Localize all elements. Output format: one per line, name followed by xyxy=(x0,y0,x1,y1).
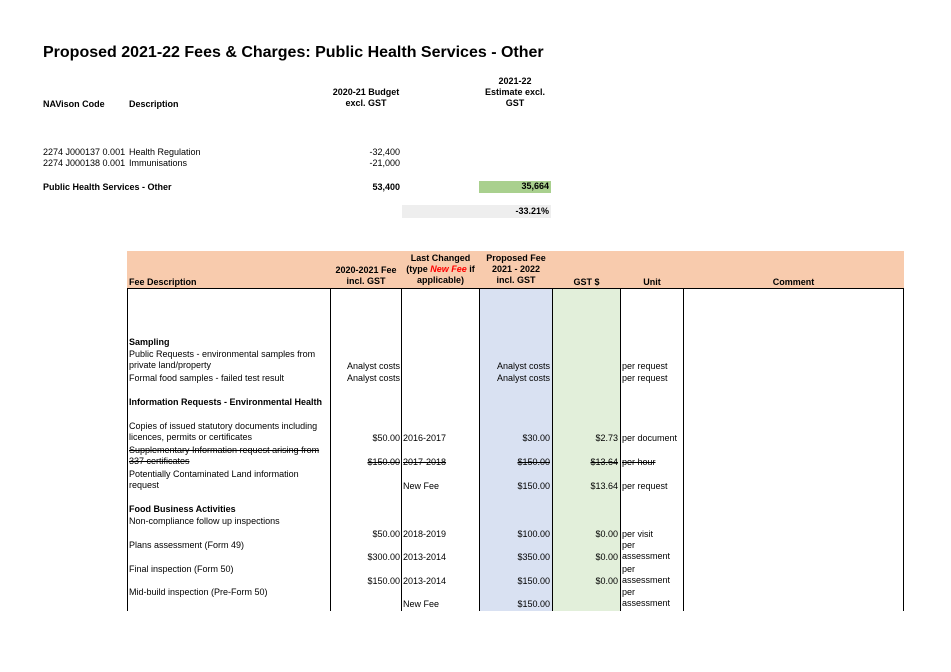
header-divider xyxy=(127,288,904,289)
total-estimate: 35,664 xyxy=(479,181,551,193)
header-budget: 2020-21 Budget excl. GST xyxy=(332,87,400,108)
row-description: Supplementary Information request arising from 337 certificates xyxy=(129,445,320,466)
new-fee-emphasis: New Fee xyxy=(430,264,467,274)
row-description: Formal food samples - failed test result xyxy=(129,373,285,383)
row-fee: $50.00 xyxy=(372,529,400,539)
section-food-business: Food Business Activities xyxy=(129,504,236,514)
column-divider xyxy=(127,289,128,611)
th-comment: Comment xyxy=(772,277,815,287)
row-proposed-fee: $30.00 xyxy=(522,433,550,443)
row-fee: Analyst costs xyxy=(346,373,400,383)
row-proposed-fee: $100.00 xyxy=(517,529,550,539)
summary-row-description: Health Regulation xyxy=(129,147,201,157)
summary-row-budget: -21,000 xyxy=(369,158,400,168)
row-unit: per assessment xyxy=(622,587,671,608)
row-unit: per request xyxy=(622,481,668,491)
row-gst: $13.64 xyxy=(590,481,618,491)
row-gst: $13.64 xyxy=(590,457,618,467)
row-description: Copies of issued statutory documents including licences, permits or certificates xyxy=(129,421,318,442)
th-fee-2020: 2020-2021 Fee incl. GST xyxy=(335,265,397,286)
row-description: Plans assessment (Form 49) xyxy=(129,540,245,550)
row-proposed-fee: $350.00 xyxy=(517,552,550,562)
row-unit: per assessment xyxy=(622,564,671,585)
row-last-changed: 2017-2018 xyxy=(403,457,447,467)
row-proposed-fee: $150.00 xyxy=(517,481,550,491)
row-fee: $50.00 xyxy=(372,433,400,443)
row-gst: $2.73 xyxy=(595,433,618,443)
row-last-changed: New Fee xyxy=(403,599,440,609)
row-proposed-fee: $150.00 xyxy=(517,457,550,467)
row-fee: Analyst costs xyxy=(346,361,400,371)
th-unit: Unit xyxy=(643,277,661,287)
row-proposed-fee: Analyst costs xyxy=(496,361,550,371)
row-unit: per request xyxy=(622,373,668,383)
header-estimate: 2021-22 Estimate excl. GST xyxy=(484,76,546,108)
row-gst: $0.00 xyxy=(595,552,618,562)
total-budget: 53,400 xyxy=(372,182,400,192)
row-description: Potentially Contaminated Land information request xyxy=(129,469,299,490)
th-last-changed: Last Changed (type New Fee if applicable) xyxy=(406,253,475,285)
row-last-changed: New Fee xyxy=(403,481,440,491)
row-proposed-fee: Analyst costs xyxy=(496,373,550,383)
row-proposed-fee: $150.00 xyxy=(517,576,550,586)
row-unit: per document xyxy=(622,433,678,443)
row-last-changed: 2018-2019 xyxy=(403,529,447,539)
summary-row-description: Immunisations xyxy=(129,158,188,168)
row-description: Public Requests - environmental samples from private land/property xyxy=(129,349,316,370)
column-divider xyxy=(683,289,684,611)
header-description: Description xyxy=(129,99,179,109)
row-description: Final inspection (Form 50) xyxy=(129,564,234,574)
row-last-changed: 2016-2017 xyxy=(403,433,447,443)
row-unit: per assessment xyxy=(622,540,671,561)
row-proposed-fee: $150.00 xyxy=(517,599,550,609)
column-divider xyxy=(620,289,621,611)
summary-row-budget: -32,400 xyxy=(369,147,400,157)
row-description: Mid-build inspection (Pre-Form 50) xyxy=(129,587,268,597)
row-fee: $150.00 xyxy=(367,457,400,467)
column-divider xyxy=(401,289,402,611)
summary-row-code: 2274 J000138 0.001 xyxy=(43,158,126,168)
row-gst: $0.00 xyxy=(595,576,618,586)
row-fee: $150.00 xyxy=(367,576,400,586)
row-fee: $300.00 xyxy=(367,552,400,562)
row-last-changed: 2013-2014 xyxy=(403,576,447,586)
total-label: Public Health Services - Other xyxy=(43,182,172,192)
row-last-changed: 2013-2014 xyxy=(403,552,447,562)
th-gst: GST $ xyxy=(573,277,600,287)
section-info-requests: Information Requests - Environmental Health xyxy=(129,397,323,407)
row-description: Non-compliance follow up inspections xyxy=(129,516,280,526)
row-unit: per visit xyxy=(622,529,654,539)
page-title: Proposed 2021-22 Fees & Charges: Public Health Services - Other xyxy=(43,44,544,61)
row-gst: $0.00 xyxy=(595,529,618,539)
section-sampling: Sampling xyxy=(129,337,170,347)
row-unit: per hour xyxy=(622,457,656,467)
header-navison-code: NAVison Code xyxy=(43,99,105,109)
column-divider xyxy=(903,289,904,611)
th-proposed-fee: Proposed Fee 2021 - 2022 incl. GST xyxy=(486,253,546,285)
variance-cell: -33.21% xyxy=(402,205,551,218)
th-fee-description: Fee Description xyxy=(129,277,197,287)
row-unit: per request xyxy=(622,361,668,371)
summary-row-code: 2274 J000137 0.001 xyxy=(43,147,126,157)
